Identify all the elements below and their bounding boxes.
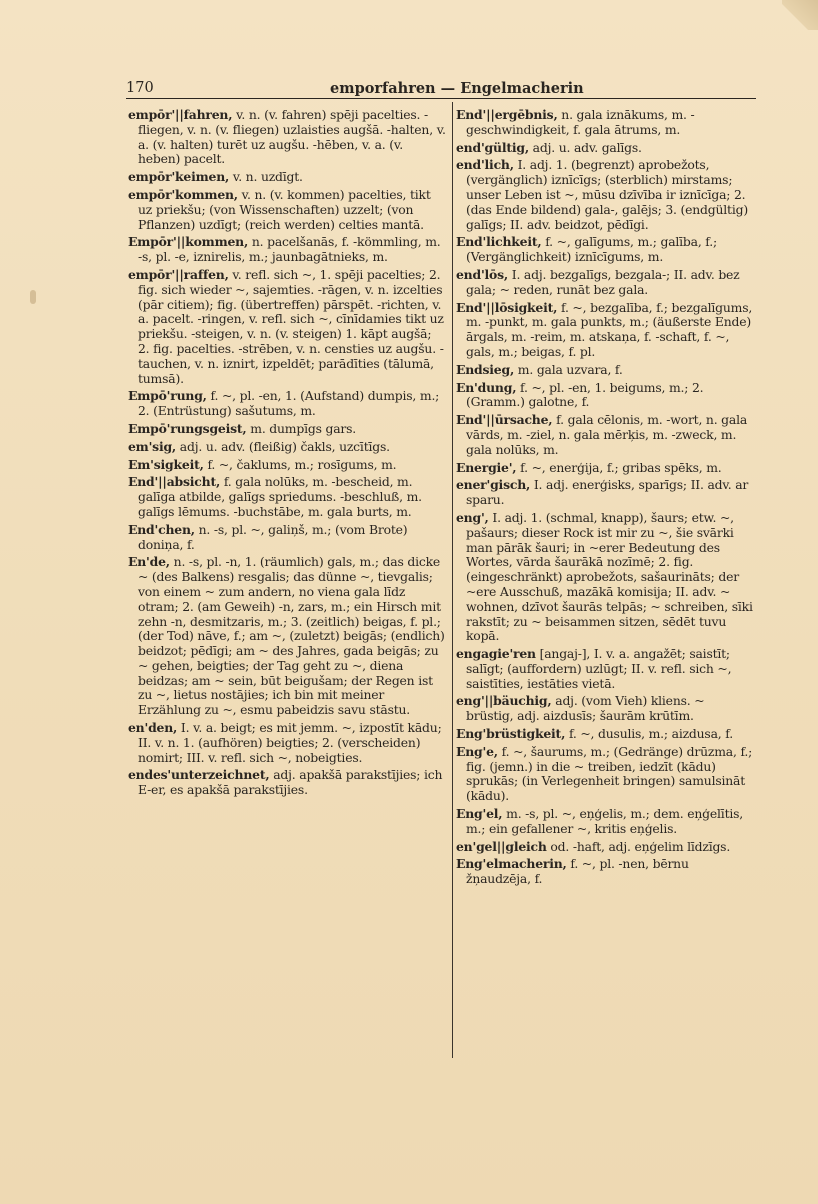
entry-headword: Eng'brüstigkeit, bbox=[456, 726, 566, 742]
dictionary-entry bbox=[456, 235, 754, 265]
entry-definition: f. ~, enerģija, f.; gribas spēks, m. bbox=[516, 459, 722, 475]
entry-definition: v. n. (v. kommen) pacelties, tikt uz priekšu; (von Wissenschaften) uzzelt; (von Pflanzen) uzdīgt; (reich werden) celties mantā. bbox=[138, 186, 431, 232]
dictionary-entry bbox=[456, 268, 754, 298]
dictionary-entry bbox=[456, 363, 754, 378]
entry-headword: end'lich, bbox=[456, 157, 514, 173]
entry-definition: f. ~, galīgums, m.; galība, f.; (Vergänglichkeit) iznīcīgums, m. bbox=[466, 234, 717, 265]
entry-definition: f. ~, čaklums, m.; rosīgums, m. bbox=[203, 456, 397, 472]
dictionary-entry bbox=[128, 458, 446, 473]
entry-headword: End'lichkeit, bbox=[456, 234, 542, 250]
entry-definition: f. gala nolūks, m. -bescheid, m. galīga atbilde, galīgs spriedums. -beschluß, m. galīgs lēmums. -buchstābe, m. gala burts, m. bbox=[138, 474, 422, 519]
entry-headword: empōr'keimen, bbox=[128, 169, 230, 185]
entry-headword: End'||lōsigkeit, bbox=[456, 299, 558, 315]
entry-headword: empōr'||raffen, bbox=[128, 266, 229, 282]
entry-headword: Endsieg, bbox=[456, 361, 515, 377]
entry-definition: f. ~, pl. -en, 1. beigums, m.; 2. (Gramm.) galotne, f. bbox=[466, 379, 704, 410]
entry-headword: En'de, bbox=[128, 554, 170, 570]
dictionary-entry bbox=[128, 768, 446, 798]
entry-definition: I. adj. bezgalīgs, bezgala-; II. adv. bez gala; ~ reden, runāt bez gala. bbox=[466, 266, 740, 297]
running-head: emporfahren — Engelmacherin bbox=[330, 80, 584, 97]
entry-headword: End'||ūrsache, bbox=[456, 412, 553, 428]
entry-definition: I. adj. 1. (begrenzt) aprobežots, (vergänglich) iznīcīgs; (sterblich) mirstams; unser Leben ist ~, mūsu dzīvība ir iznīcīga; 2. (das Ende bildend) gala-, galējs; 3. (endgültig) galīgs; II. adv. beidzot, pēdīgi. bbox=[466, 157, 748, 232]
dictionary-entry bbox=[456, 158, 754, 232]
entry-definition: m. dumpīgs gars. bbox=[246, 420, 357, 436]
entry-headword: endes'unterzeichnet, bbox=[128, 767, 270, 783]
header-rule bbox=[126, 98, 756, 99]
dictionary-entry bbox=[128, 555, 446, 718]
entry-definition: m. -s, pl. ~, eņģelis, m.; dem. eņģelītis, m.; ein gefallener ~, kritis eņģelis. bbox=[466, 806, 744, 836]
entry-definition: f. ~, bezgalība, f.; bezgalīgums, m. -punkt, m. gala punkts, m.; (äußerste Ende) ārgals, m. -reim, m. atskaņa, f. -schaft, f. ~, gals, m.; beigas, f. pl. bbox=[466, 299, 753, 359]
right-column bbox=[456, 108, 754, 890]
entry-definition: n. -s, pl. -n, 1. (räumlich) gals, m.; das dicke ~ (des Balkens) resgalis; das dünne ~, tievgalis; von einem ~ zum andern, no viena gala līdz otram; 2. (am Geweih) -n, zars, m.; ein Hirsch mit zehn -n, desmitzaris, m.; 3. (zeitlich) beigas, f. pl.; (der Tod) nāve, f.; am ~, (zuletzt) beigās; (endlich) beidzot; pēdīgi; am ~ des Jahres, gada beigās; zu ~ gehen, beigties; der Tag geht zu ~, diena beidzas; am ~ sein, būt beigušam; der Regen ist zu ~, lietus nostājies; ich bin mit meiner Erzählung zu ~, esmu pabeidzis savu stāstu. bbox=[138, 554, 445, 718]
entry-headword: eng', bbox=[456, 509, 489, 525]
entry-headword: empōr'kommen, bbox=[128, 186, 238, 202]
entry-definition: I. adj. 1. (schmal, knapp), šaurs; etw. ~, pašaurs; dieser Rock ist mir zu ~, šie svārki man pārāk šauri; in ~erer Bedeutung des Wortes, vārda šaurākā nozīmē; 2. fig. (eingeschränkt) aprobežots, sašaurināts; der ~ere Ausschuß, mazākā komisija; II. adv. ~ wohnen, dzīvot šaurās telpās; ~ schreiben, sīki rakstīt; zu ~ beisammen sitzen, sēdēt tuvu kopā. bbox=[466, 509, 753, 644]
dictionary-entry bbox=[128, 422, 446, 437]
entry-definition: f. ~, šaurums, m.; (Gedränge) drūzma, f.; fig. (jemn.) in die ~ treiben, iedzīt (kādu) sprukās; (in Verlegenheit bringen) samulsināt (kādu). bbox=[466, 743, 753, 804]
entry-definition: od. -haft, adj. eņģelim līdzīgs. bbox=[546, 838, 731, 854]
dictionary-entry bbox=[456, 461, 754, 476]
entry-headword: engagie'ren bbox=[456, 646, 536, 662]
entry-definition: f. ~, pl. -nen, bērnu žņaudzēja, f. bbox=[466, 856, 689, 887]
entry-headword: en'den, bbox=[128, 720, 178, 736]
column-divider bbox=[452, 102, 453, 1058]
entry-definition: adj. u. adv. (fleißig) čakls, uzcītīgs. bbox=[176, 438, 390, 454]
entry-headword: eng'||bäuchig, bbox=[456, 693, 552, 709]
entry-headword: Em'sigkeit, bbox=[128, 456, 204, 472]
paper-stain bbox=[30, 290, 36, 304]
dictionary-entry bbox=[456, 301, 754, 360]
dictionary-entry bbox=[128, 475, 446, 519]
entry-definition: [angaj-], I. v. a. angažēt; saistīt; salīgt; (auffordern) uzlūgt; II. v. refl. sich ~, saistīties, iestāties vietā. bbox=[466, 646, 732, 691]
dictionary-entry bbox=[456, 840, 754, 855]
dictionary-entry bbox=[128, 170, 446, 185]
entry-headword: Energie', bbox=[456, 459, 517, 475]
entry-definition: f. ~, pl. -en, 1. (Aufstand) dumpis, m.; 2. (Entrüstung) sašutums, m. bbox=[138, 388, 440, 419]
entry-headword: Empōr'||kommen, bbox=[128, 234, 249, 250]
entry-headword: ener'gisch, bbox=[456, 477, 531, 493]
entry-definition: f. ~, dusulis, m.; aizdusa, f. bbox=[565, 726, 733, 742]
dictionary-entry bbox=[128, 235, 446, 265]
dictionary-entry bbox=[128, 108, 446, 167]
corner-fold bbox=[782, 0, 818, 30]
dictionary-entry bbox=[128, 268, 446, 386]
entry-headword: End'||ergēbnis, bbox=[456, 107, 558, 122]
entry-headword: En'dung, bbox=[456, 379, 517, 395]
entry-definition: adj. apakšā parakstījies; ich E-er, es apakšā parakstījies. bbox=[138, 767, 443, 798]
entry-headword: End'chen, bbox=[128, 521, 195, 537]
entry-definition: v. n. (v. fahren) spēji pacelties. -fliegen, v. n. (v. fliegen) uzlaisties augšā. -halten, v. a. (v. halten) turēt uz augšu. -hēben, v. a. (v. heben) pacelt. bbox=[138, 107, 446, 167]
dictionary-entry bbox=[456, 857, 754, 887]
entry-headword: Empō'rungsgeist, bbox=[128, 420, 247, 436]
dictionary-entry bbox=[456, 413, 754, 457]
page-number: 170 bbox=[126, 80, 154, 96]
dictionary-entry bbox=[128, 389, 446, 419]
entry-headword: Eng'e, bbox=[456, 743, 498, 759]
dictionary-entry bbox=[456, 727, 754, 742]
entry-definition: v. refl. sich ~, 1. spēji pacelties; 2. fig. sich wieder ~, sajemties. -rāgen, v. n. izcelties (pār citiem); fig. (übertreffen) pārspēt. -richten, v. a. pacelt. -ringen, v. refl. sich ~, cīnīdamies tikt uz priekšu. -steigen, v. n. (v. steigen) 1. kāpt augšā; 2. fig. pacelties. -strēben, v. n. censties uz augšu. -tauchen, v. n. iznirt, izpeldēt; parādīties (tālumā, tumsā). bbox=[138, 266, 444, 386]
entry-headword: End'||absicht, bbox=[128, 474, 221, 490]
dictionary-entry bbox=[128, 721, 446, 765]
dictionary-entry bbox=[456, 108, 754, 138]
dictionary-entry bbox=[456, 141, 754, 156]
entry-definition: adj. (vom Vieh) kliens. ~ brüstig, adj. aizdusīs; šaurām krūtīm. bbox=[466, 693, 705, 724]
dictionary-entry bbox=[456, 694, 754, 724]
entry-headword: Empō'rung, bbox=[128, 388, 207, 404]
dictionary-entry bbox=[456, 381, 754, 411]
entry-definition: I. adj. enerģisks, sparīgs; II. adv. ar sparu. bbox=[466, 477, 749, 508]
entry-headword: end'gültig, bbox=[456, 139, 529, 155]
dictionary-entry bbox=[456, 478, 754, 508]
dictionary-entry bbox=[128, 440, 446, 455]
entry-definition: f. gala cēlonis, m. -wort, n. gala vārds, m. -ziel, n. gala mērķis, m. -zweck, m. gala nolūks, m. bbox=[466, 412, 748, 457]
entry-headword: empōr'||fahren, bbox=[128, 107, 233, 122]
dictionary-entry bbox=[456, 745, 754, 804]
left-column bbox=[128, 108, 446, 801]
entry-headword: Eng'elmacherin, bbox=[456, 856, 567, 872]
entry-headword: Eng'el, bbox=[456, 806, 503, 822]
dictionary-entry bbox=[456, 511, 754, 644]
entry-headword: em'sig, bbox=[128, 438, 177, 454]
dictionary-entry bbox=[456, 647, 754, 691]
entry-definition: n. gala iznākums, m. -geschwindigkeit, f. gala ātrums, m. bbox=[466, 107, 695, 137]
dictionary-entry bbox=[128, 523, 446, 553]
dictionary-entry bbox=[456, 807, 754, 837]
page-header bbox=[126, 76, 754, 98]
entry-headword: end'lōs, bbox=[456, 266, 509, 282]
entry-definition: v. n. uzdīgt. bbox=[229, 169, 303, 185]
entry-definition: n. pacelšanās, f. -kömmling, m. -s, pl. -e, iznirelis, m.; jaunbagātnieks, m. bbox=[138, 234, 441, 265]
entry-definition: I. v. a. beigt; es mit jemm. ~, izpostīt kādu; II. v. n. 1. (aufhören) beigties; 2. (verscheiden) nomirt; III. v. refl. sich ~, nobeigties. bbox=[138, 720, 442, 765]
entry-definition: n. -s, pl. ~, galiņš, m.; (vom Brote) doniņa, f. bbox=[138, 521, 408, 552]
entry-headword: en'gel||gleich bbox=[456, 838, 547, 854]
entry-definition: m. gala uzvara, f. bbox=[514, 361, 623, 377]
dictionary-entry bbox=[128, 188, 446, 232]
entry-definition: adj. u. adv. galīgs. bbox=[528, 139, 642, 155]
